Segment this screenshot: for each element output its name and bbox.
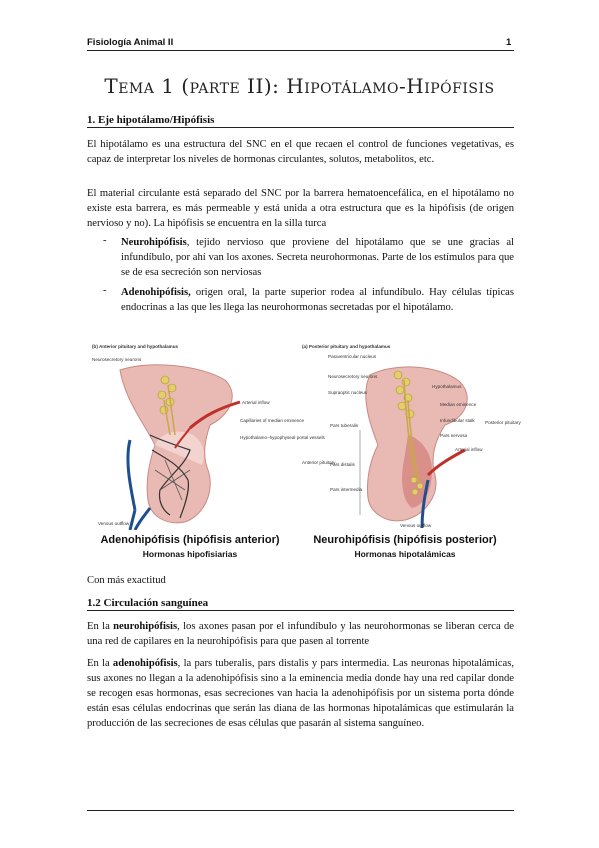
list-dash: -	[103, 235, 107, 246]
figure-label: Hypothalamus	[432, 384, 462, 389]
figure-label: Neurosecretory neurons	[328, 374, 378, 379]
paragraph-after-figure: Con más exactitud	[87, 575, 166, 586]
figure-label: Pars intermedia	[330, 487, 363, 492]
figure-caption-right: Neurohipófisis (hipófisis posterior)	[313, 534, 497, 546]
list-item	[121, 235, 514, 280]
page-title: Tema 1 (parte II): Hipotálamo-Hipófisis	[104, 74, 495, 98]
section-heading-1: 1. Eje hipotálamo/Hipófisis	[87, 114, 514, 128]
figure-label: Venous outflow	[98, 521, 130, 526]
figure-label: Hypothalamo–hypophyseal portal vessels	[240, 435, 325, 440]
figure-label: Capillaries of median eminence	[240, 418, 305, 423]
figure-label: Pars tuberalis	[330, 423, 359, 428]
figure-label: Infundibular stalk	[440, 418, 475, 423]
page-number: 1	[506, 37, 512, 48]
figure-subcaption-right: Hormonas hipotalámicas	[354, 549, 456, 559]
paragraph-2: El material circulante está separado del SNC por la barrera hematoencefálica, en el hipotálamo no existe esta barrera, es más permeable y está unida a otra estructura que es la hipófisis (de origen nervioso y no). La hipófisis se encuentra en la silla turca	[87, 188, 514, 229]
figure-label: Arterial inflow	[242, 400, 270, 405]
list-text: origen oral, la parte superior rodea al infundíbulo. Hay células típicas endocrinas a las que les llega las neurohormonas secretadas por el hipotálamo.	[121, 287, 514, 313]
term-neurohipofisis: neurohipófisis	[113, 621, 178, 632]
text-run: En la	[87, 658, 113, 669]
posterior-pituitary-diagram	[300, 340, 510, 530]
figure-caption-left: Adenohipófisis (hipófisis anterior)	[100, 534, 280, 546]
list-item	[121, 285, 514, 315]
figure-label: Supraoptic nucleus	[328, 390, 368, 395]
list-text: , tejido nervioso que proviene del hipotálamo que se une gracias al infundíbulo, por ahí van los axones. Secreta neurohormonas. Parte de los estímulos para que se de esa secreción son nerviosas	[121, 237, 514, 278]
header-rule	[87, 50, 514, 51]
term-adenohipofisis: adenohipófisis	[112, 658, 178, 669]
text-run: , los axones pasan por el infundíbulo y las neurohormonas se liberan cerca de una red de capilares en la neurohipófisis para que pasen al torrente	[87, 621, 514, 647]
list-dash: -	[103, 285, 107, 296]
text-run: , la pars tuberalis, pars distalis y pars intermedia. Las neuronas hipotalámicas, sus axones no llegan a la adenohipófisis sino a la eminencia media donde hay una red capilar donde se recogen esas hormonas, esas secreciones van hacia la adenohipófisis por un sistema porta dónde están esas células endocrinas que serán las diana de las hormonas hipotalámicas que estimularán la producción de las secreciones de esas células que pasarán al sistema sanguíneo.	[87, 658, 514, 729]
figure-label: Anterior pituitary	[302, 460, 336, 465]
footer-rule	[87, 810, 514, 811]
figure-posterior-pituitary	[300, 340, 521, 530]
paragraph-4	[87, 656, 514, 731]
list-term: Adenohipófisis,	[121, 287, 191, 298]
paragraph-3	[87, 619, 514, 649]
figure-label: Paraventricular nucleus	[328, 354, 377, 359]
paragraph-1: El hipotálamo es una estructura del SNC en el que recaen el control de funciones vegetativas, es capaz de interpretar los niveles de hormonas circulantes, solutos, metabolitos, etc.	[87, 139, 514, 165]
list-term: Neurohipófisis	[121, 237, 187, 248]
figure-label: Posterior pituitary	[485, 420, 521, 425]
figure-label: Pars distalis	[330, 462, 355, 467]
figure-label: Arterial inflow	[455, 447, 483, 452]
figure-anterior-pituitary	[90, 340, 325, 530]
section-heading-2: 1.2 Circulación sanguínea	[87, 597, 514, 611]
figure-panel-title: (a) Posterior pituitary and hypothalamus	[302, 344, 391, 349]
figure-label: Venous outflow	[400, 523, 432, 528]
figure-subcaption-left: Hormonas hipofisiarias	[142, 549, 238, 559]
figure-label: Median eminence	[440, 402, 477, 407]
text-run: En la	[87, 621, 114, 632]
figure-label: Pars nervosa	[440, 433, 468, 438]
figure-panel-title: (b) Anterior pituitary and hypothalamus	[92, 344, 179, 349]
running-header: Fisiología Animal II	[87, 37, 174, 48]
figure-label: Neurosecretory neurons	[92, 357, 142, 362]
